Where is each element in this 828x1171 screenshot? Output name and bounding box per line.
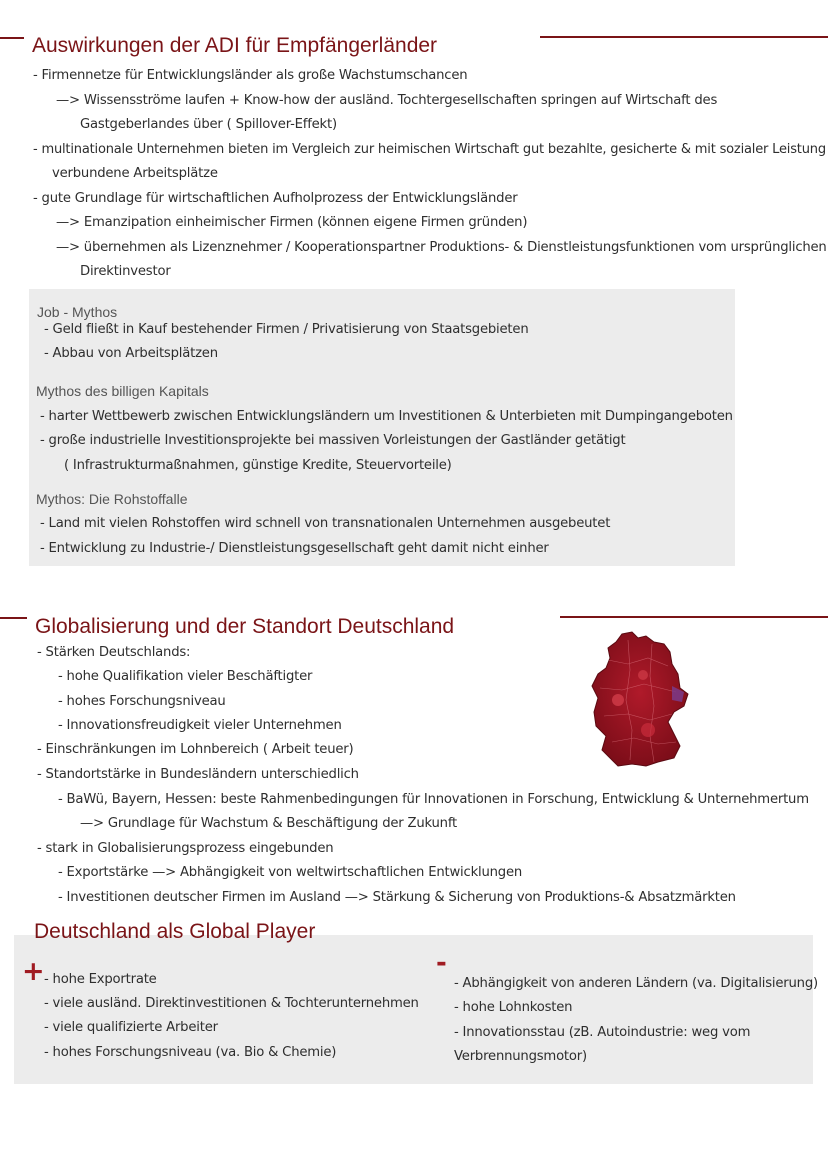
text-line: - Abhängigkeit von anderen Ländern (va. Digitalisierung) xyxy=(454,976,818,991)
text-line: - Einschränkungen im Lohnbereich ( Arbeit teuer) xyxy=(37,742,354,757)
text-line: - hohe Lohnkosten xyxy=(454,1000,573,1015)
heading-rule-right xyxy=(560,616,828,618)
text-line: - Innovationsstau (zB. Autoindustrie: weg vom xyxy=(454,1025,751,1040)
text-line: - hohe Exportrate xyxy=(44,972,157,987)
text-line: - viele ausländ. Direktinvestitionen & Tochterunternehmen xyxy=(44,996,419,1011)
text-line: - Innovationsfreudigkeit vieler Unternehmen xyxy=(58,718,342,733)
text-line: Verbrennungsmotor) xyxy=(454,1049,587,1064)
text-line: - Investitionen deutscher Firmen im Ausland —> Stärkung & Sicherung von Produktions-& Absatzmärkten xyxy=(58,890,736,905)
heading-rule-left xyxy=(0,37,24,39)
text-line: Gastgeberlandes über ( Spillover-Effekt) xyxy=(80,117,337,132)
text-line: - Exportstärke —> Abhängigkeit von weltwirtschaftlichen Entwicklungen xyxy=(58,865,523,880)
text-line: - stark in Globalisierungsprozess eingebunden xyxy=(37,841,334,856)
text-line: - Abbau von Arbeitsplätzen xyxy=(44,346,218,361)
heading-rule-left xyxy=(0,617,27,619)
heading-rule-right xyxy=(540,36,828,38)
text-line: - hohes Forschungsniveau xyxy=(58,694,226,709)
germany-map xyxy=(588,630,692,768)
text-line: - BaWü, Bayern, Hessen: beste Rahmenbedingungen für Innovationen in Forschung, Entwicklung & Unternehmertum xyxy=(58,792,809,807)
plus-icon: + xyxy=(22,956,45,987)
text-line: - Geld fließt in Kauf bestehender Firmen / Privatisierung von Staatsgebieten xyxy=(44,322,529,337)
text-line: Direktinvestor xyxy=(80,264,171,279)
job-myth-title: Job - Mythos xyxy=(37,304,118,320)
text-line: —> Grundlage für Wachstum & Beschäftigung der Zukunft xyxy=(80,816,458,831)
resource-myth-title: Mythos: Die Rohstoffalle xyxy=(36,491,188,507)
section3-heading: Deutschland als Global Player xyxy=(34,920,316,943)
text-line: - Firmennetze für Entwicklungsländer als große Wachstumschancen xyxy=(33,68,468,83)
section2-heading: Globalisierung und der Standort Deutschland xyxy=(35,615,455,638)
text-line: - gute Grundlage für wirtschaftlichen Aufholprozess der Entwicklungsländer xyxy=(33,191,518,206)
text-line: - hohe Qualifikation vieler Beschäftigter xyxy=(58,669,313,684)
text-line: - Land mit vielen Rohstoffen wird schnell von transnationalen Unternehmen ausgebeutet xyxy=(40,516,611,531)
text-line: —> Wissensströme laufen + Know-how der ausländ. Tochtergesellschaften springen auf Wirtschaft des xyxy=(56,93,718,108)
text-line: - Stärken Deutschlands: xyxy=(37,645,191,660)
text-line: - multinationale Unternehmen bieten im Vergleich zur heimischen Wirtschaft gut bezahlte, gesicherte & mit sozialer Leistung xyxy=(33,142,826,157)
capital-myth-title: Mythos des billigen Kapitals xyxy=(36,383,209,399)
text-line: - Standortstärke in Bundesländern unterschiedlich xyxy=(37,767,359,782)
text-line: - hohes Forschungsniveau (va. Bio & Chemie) xyxy=(44,1045,337,1060)
text-line: - harter Wettbewerb zwischen Entwicklungsländern um Investitionen & Unterbieten mit Dumpingangeboten xyxy=(40,409,733,424)
section1-heading: Auswirkungen der ADI für Empfängerländer xyxy=(32,34,438,57)
text-line: - große industrielle Investitionsprojekte bei massiven Vorleistungen der Gastländer getätigt xyxy=(40,433,626,448)
text-line: - viele qualifizierte Arbeiter xyxy=(44,1020,218,1035)
text-line: ( Infrastrukturmaßnahmen, günstige Kredite, Steuervorteile) xyxy=(64,458,452,473)
text-line: verbundene Arbeitsplätze xyxy=(52,166,218,181)
text-line: —> Emanzipation einheimischer Firmen (können eigene Firmen gründen) xyxy=(56,215,528,230)
minus-icon: - xyxy=(436,948,447,978)
text-line: —> übernehmen als Lizenznehmer / Kooperationspartner Produktions- & Dienstleistungsfunktionen vom ursprünglichen xyxy=(56,240,827,255)
text-line: - Entwicklung zu Industrie-/ Dienstleistungsgesellschaft geht damit nicht einher xyxy=(40,541,549,556)
